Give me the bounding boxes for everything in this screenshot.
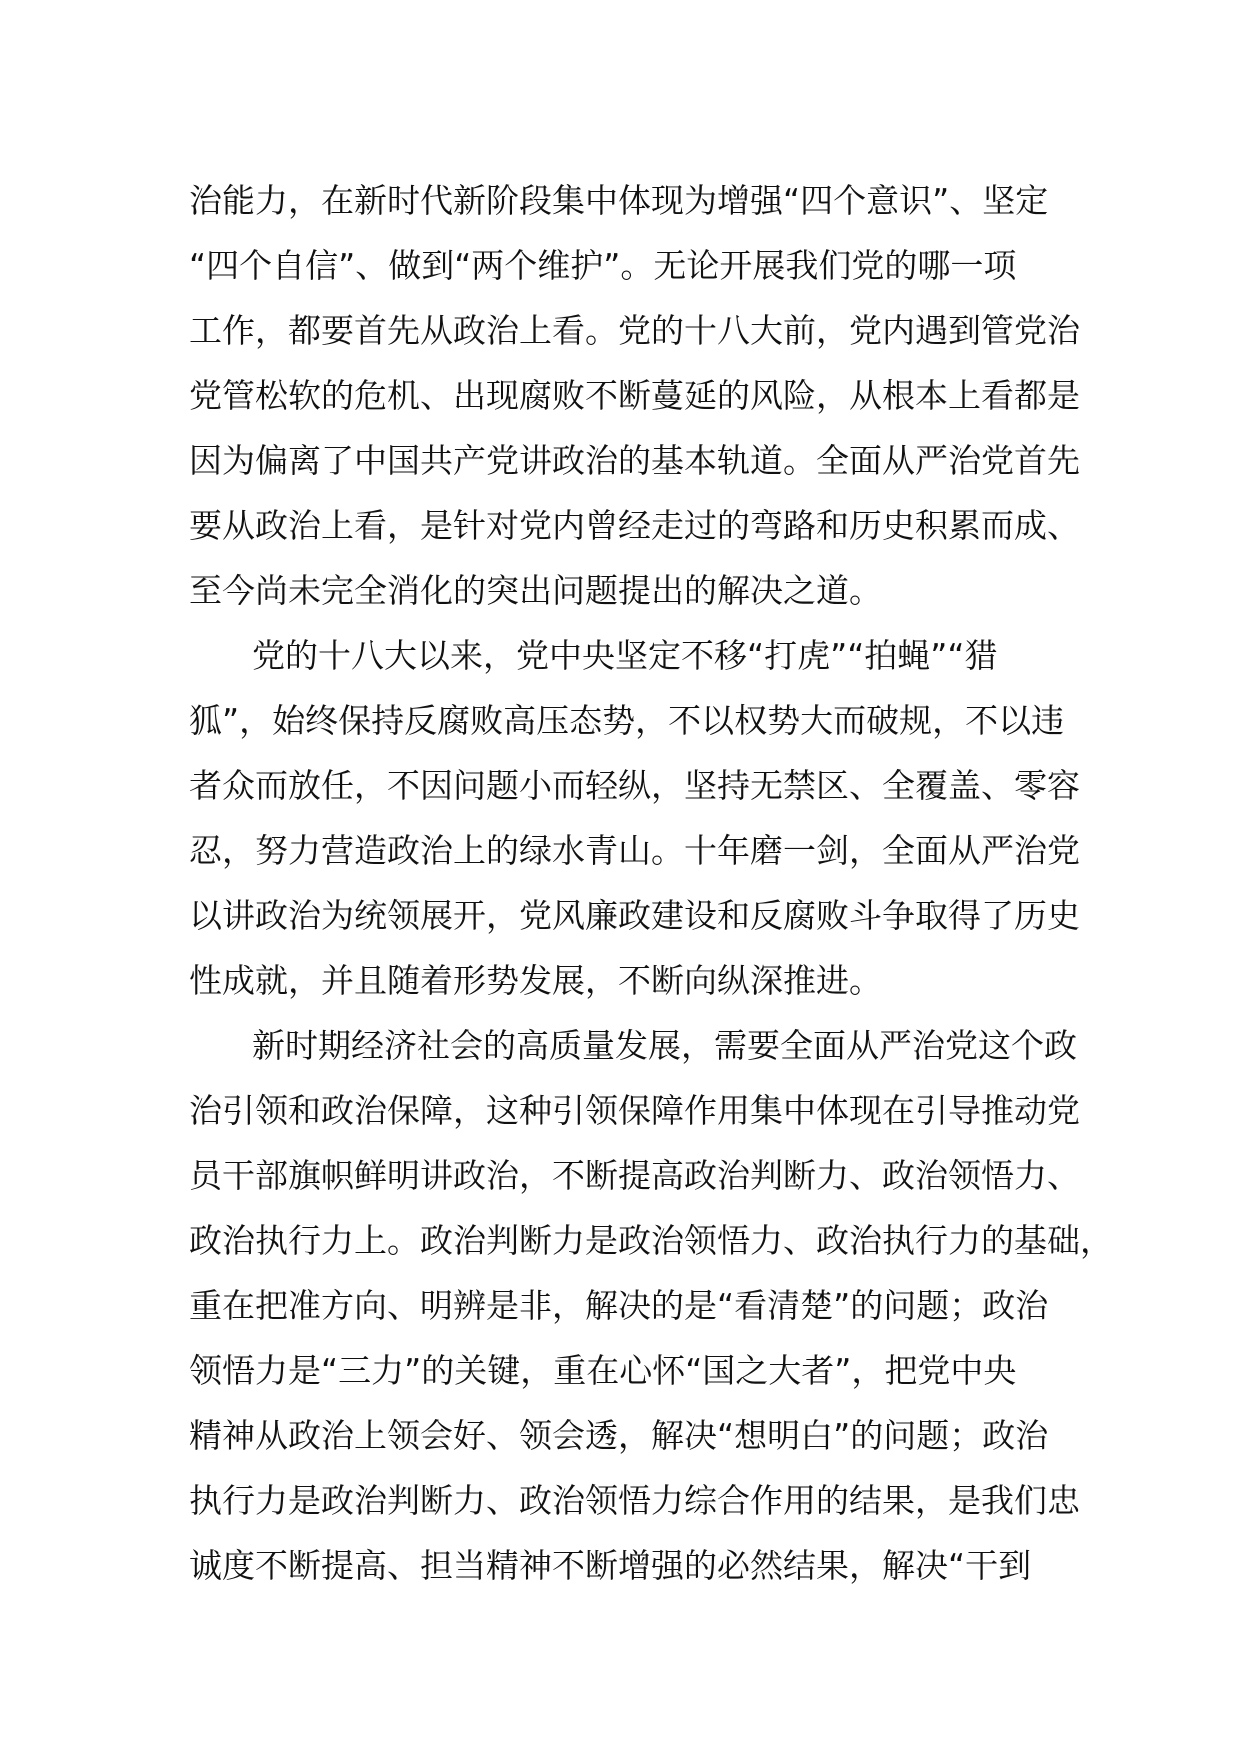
text-line: 政治执行力上。政治判断力是政治领悟力、政治执行力的基础， xyxy=(189,1221,1113,1260)
text-line: 治能力，在新时代新阶段集中体现为增强“四个意识”、坚定 xyxy=(189,181,1049,220)
text-line: 忍，努力营造政治上的绿水青山。十年磨一剑，全面从严治党 xyxy=(189,831,1080,870)
text-line: 工作，都要首先从政治上看。党的十八大前，党内遇到管党治 xyxy=(189,311,1080,350)
body-text xyxy=(189,168,1113,1598)
paragraph-start-line: 新时期经济社会的高质量发展，需要全面从严治党这个政 xyxy=(252,1026,1077,1065)
text-line: 诚度不断提高、担当精神不断增强的必然结果，解决“干到 xyxy=(189,1546,1032,1585)
paragraph-start-line: 党的十八大以来，党中央坚定不移“打虎”“拍蝇”“猎 xyxy=(252,636,998,675)
text-line: 员干部旗帜鲜明讲政治，不断提高政治判断力、政治领悟力、 xyxy=(189,1156,1080,1195)
text-line: 因为偏离了中国共产党讲政治的基本轨道。全面从严治党首先 xyxy=(189,441,1080,480)
text-line: 要从政治上看，是针对党内曾经走过的弯路和历史积累而成、 xyxy=(189,506,1080,545)
text-line: 狐”，始终保持反腐败高压态势，不以权势大而破规，不以违 xyxy=(189,701,1065,740)
text-line: 者众而放任，不因问题小而轻纵，坚持无禁区、全覆盖、零容 xyxy=(189,766,1080,805)
text-line: 精神从政治上领会好、领会透，解决“想明白”的问题；政治 xyxy=(189,1416,1049,1455)
text-line: 至今尚未完全消化的突出问题提出的解决之道。 xyxy=(189,571,882,610)
text-line: “四个自信”、做到“两个维护”。无论开展我们党的哪一项 xyxy=(189,246,1017,285)
text-line: 治引领和政治保障，这种引领保障作用集中体现在引导推动党 xyxy=(189,1091,1080,1130)
text-line: 性成就，并且随着形势发展，不断向纵深推进。 xyxy=(189,961,882,1000)
text-line: 执行力是政治判断力、政治领悟力综合作用的结果，是我们忠 xyxy=(189,1481,1080,1520)
text-line: 重在把准方向、明辨是非，解决的是“看清楚”的问题；政治 xyxy=(189,1286,1049,1325)
text-line: 领悟力是“三力”的关键，重在心怀“国之大者”，把党中央 xyxy=(189,1351,1017,1390)
text-line: 以讲政治为统领展开，党风廉政建设和反腐败斗争取得了历史 xyxy=(189,896,1080,935)
text-line: 党管松软的危机、出现腐败不断蔓延的风险，从根本上看都是 xyxy=(189,376,1080,415)
